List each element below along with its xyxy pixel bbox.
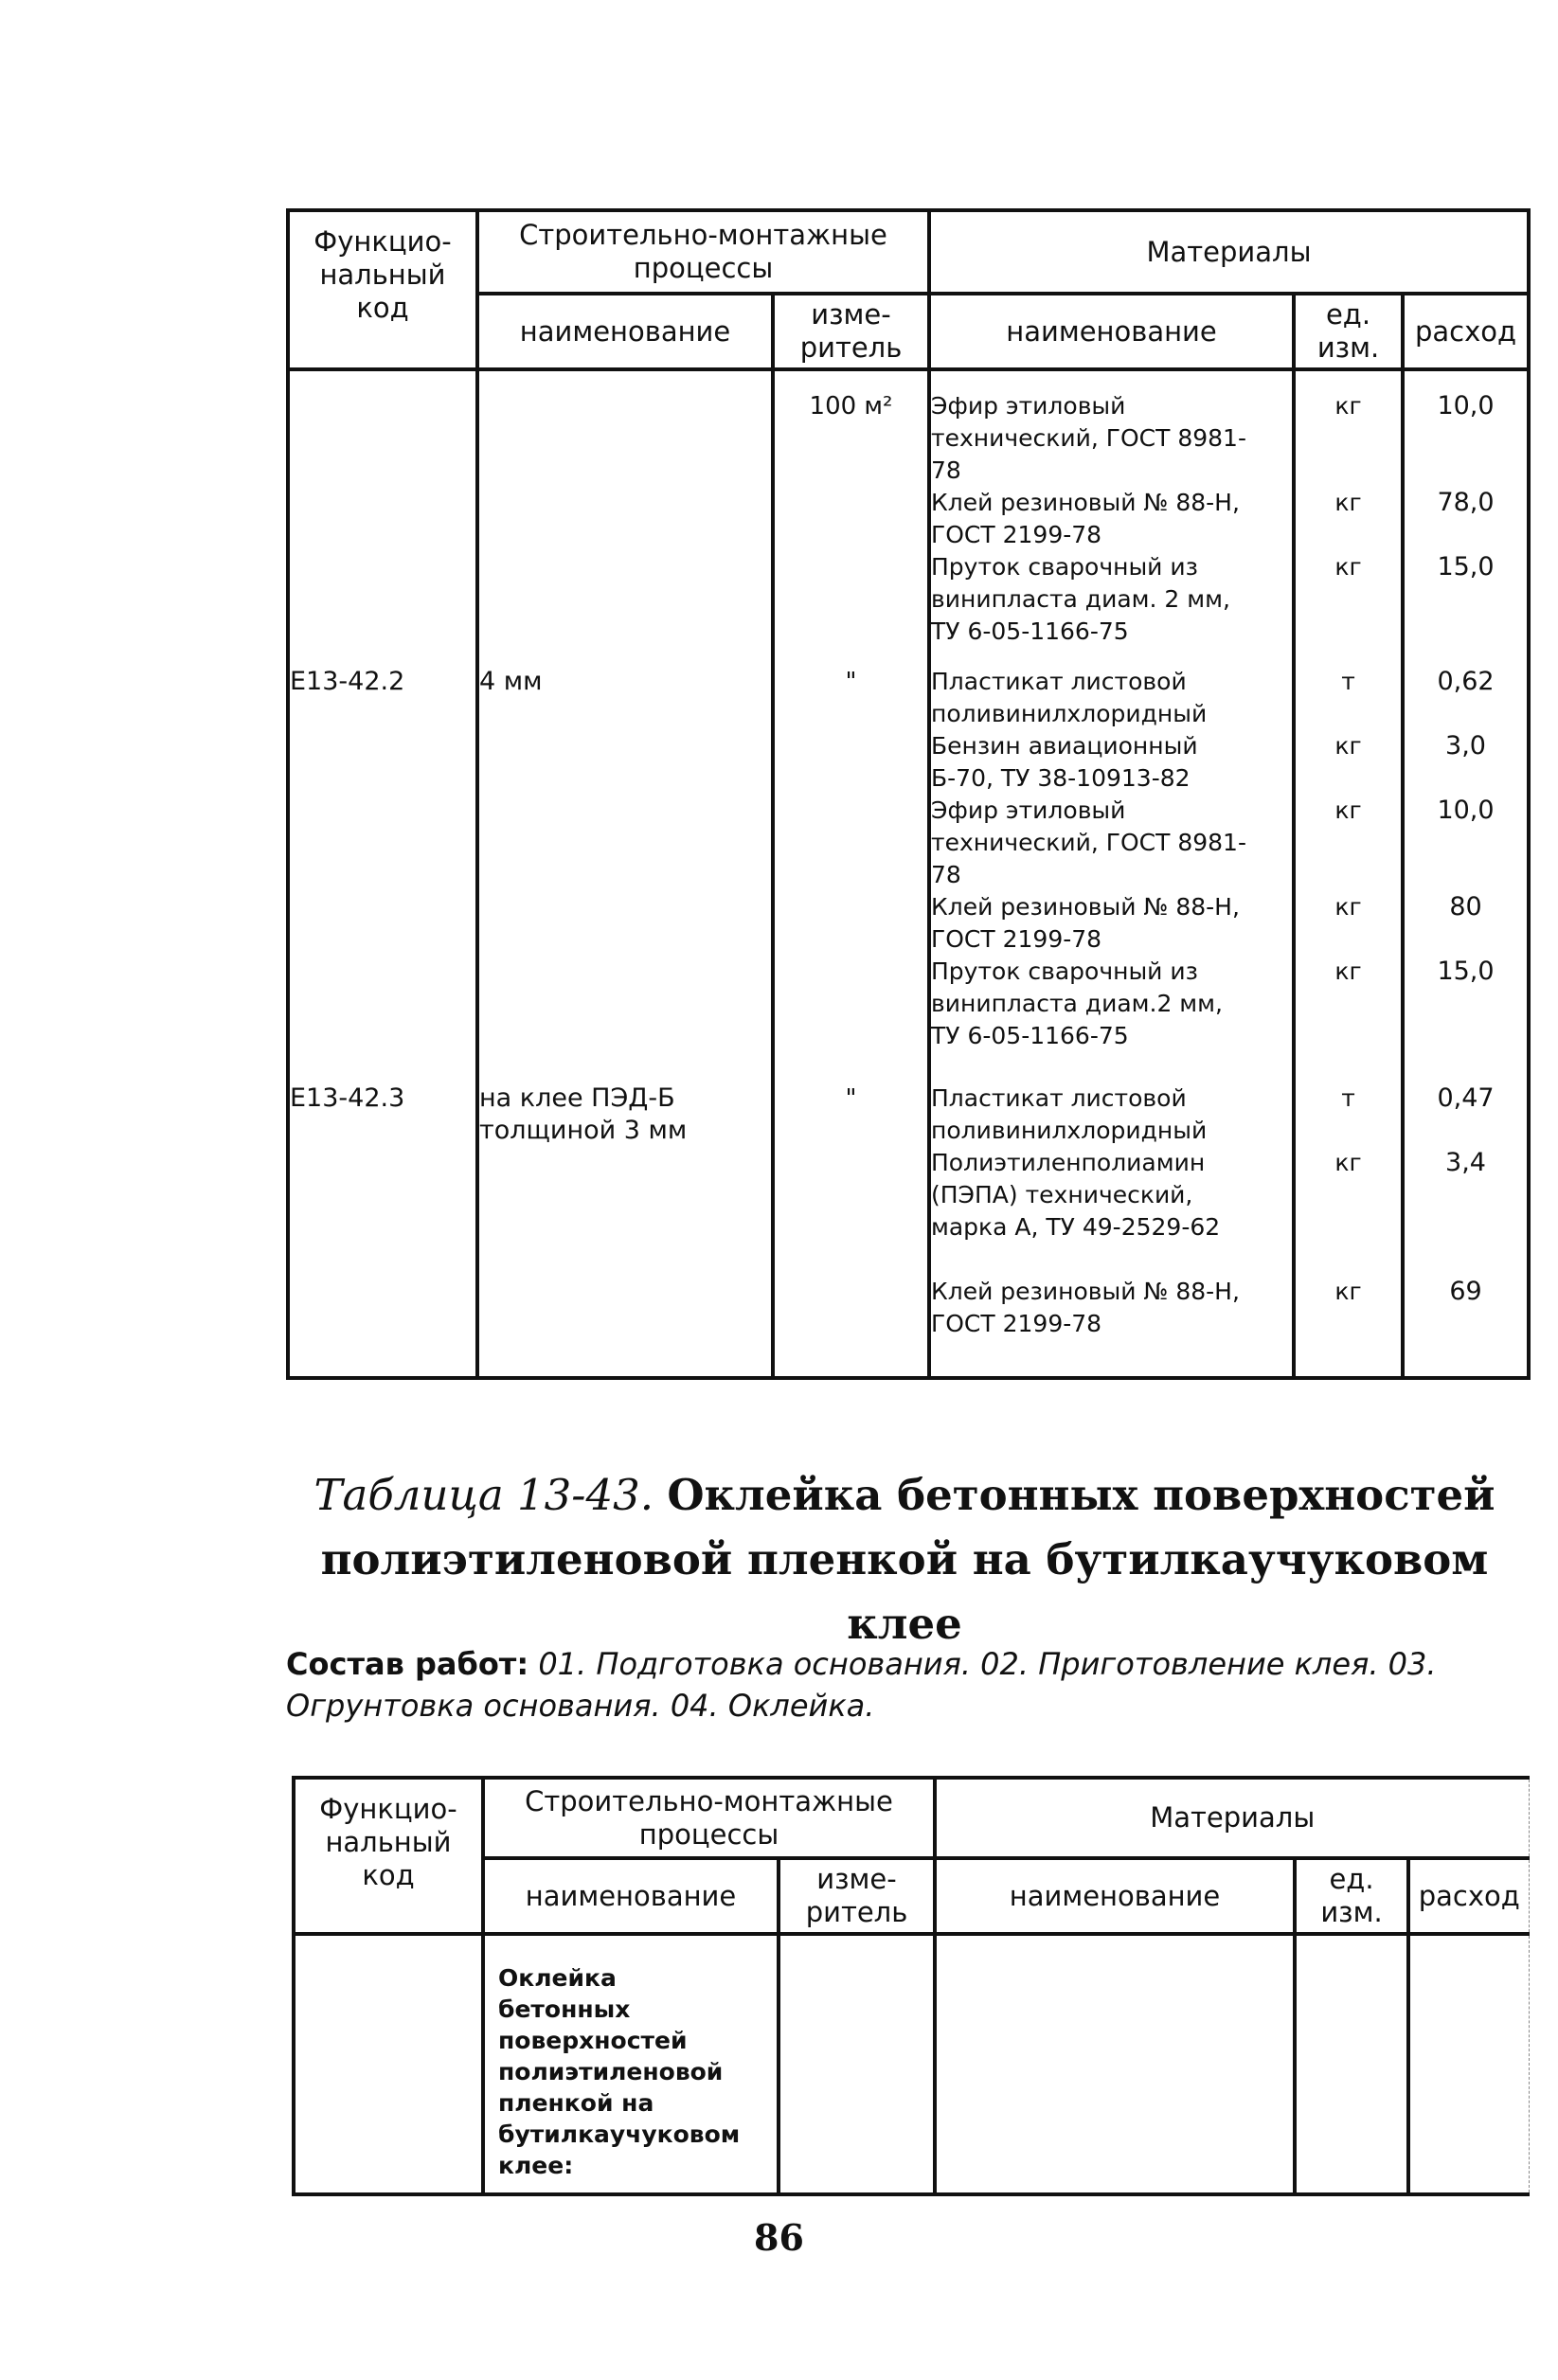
material-unit: кг (1334, 392, 1362, 420)
header-code: Функцио-нальный код (294, 1778, 483, 1934)
header-material-qty: расход (1403, 294, 1529, 369)
process-name: на клее ПЭД-Б толщиной 3 мм (479, 1083, 688, 1145)
material-name: Эфир этиловый технический, ГОСТ 8981-78 (931, 796, 1246, 888)
header-code: Функцио-нальный код (288, 210, 477, 369)
material-qty-column (1403, 369, 1529, 1378)
process-name-cell (483, 1934, 779, 2194)
material-unit-column (1294, 369, 1403, 1378)
material-qty: 69 (1449, 1277, 1482, 1306)
material-qty: 10,0 (1437, 391, 1495, 421)
material-unit: кг (1334, 1149, 1362, 1176)
material-qty: 15,0 (1437, 957, 1495, 986)
table-caption (284, 1463, 1525, 1656)
material-unit: кг (1334, 489, 1362, 516)
material-name: Клей резиновый № 88-Н, ГОСТ 2199-78 (931, 489, 1240, 548)
material-name: Эфир этиловый технический, ГОСТ 8981-78 (931, 392, 1246, 484)
work-composition (286, 1643, 1527, 1727)
process-measure: " (845, 668, 857, 696)
function-code: Е13-42.2 (290, 667, 405, 696)
header-material-qty: расход (1408, 1858, 1529, 1934)
material-name: Пластикат листовой поливинилхлоридный (931, 1084, 1208, 1144)
header-process-measure: изме-ритель (773, 294, 929, 369)
process-measure-cell (779, 1934, 935, 2194)
materials-table-13-42 (286, 208, 1531, 1380)
material-unit: т (1341, 668, 1355, 695)
material-unit: кг (1334, 732, 1362, 760)
header-processes: Строительно-монтажные процессы (477, 210, 929, 294)
header-process-name: наименование (477, 294, 773, 369)
material-name: Клей резиновый № 88-Н, ГОСТ 2199-78 (931, 893, 1240, 953)
header-process-name: наименование (483, 1858, 779, 1934)
material-qty: 0,62 (1437, 667, 1495, 696)
process-measure: " (845, 1084, 857, 1113)
material-name: Пруток сварочный из винипласта диам.2 мм, ТУ 6-05-1166-75 (931, 957, 1223, 1049)
header-process-measure: изме-ритель (779, 1858, 935, 1934)
material-unit: кг (1334, 553, 1362, 581)
material-unit-cell (1295, 1934, 1408, 2194)
work-composition-label: Состав работ: (286, 1646, 529, 1682)
process-name: Оклейка бетонных поверхностей полиэтиленовой пленкой на бутилкаучуковом клее: (498, 1964, 741, 2179)
work-composition-text: 01. Подготовка основания. 02. Приготовление клея. 03. Огрунтовка основания. 04. Оклейка. (286, 1646, 1437, 1724)
material-qty: 78,0 (1437, 488, 1495, 517)
material-qty-cell (1408, 1934, 1529, 2194)
material-unit: кг (1334, 796, 1362, 824)
header-processes: Строительно-монтажные процессы (483, 1778, 935, 1858)
material-unit: кг (1334, 957, 1362, 985)
header-material-name: наименование (935, 1858, 1295, 1934)
material-name-column (929, 369, 1294, 1378)
material-unit: т (1341, 1084, 1355, 1112)
material-name: Клей резиновый № 88-Н, ГОСТ 2199-78 (931, 1278, 1240, 1337)
page-number: 86 (754, 2216, 804, 2259)
materials-table-13-43 (292, 1776, 1530, 2196)
material-name: Полиэтиленполиамин (ПЭПА) технический, марка А, ТУ 49-2529-62 (931, 1149, 1221, 1241)
caption-title: Оклейка бетонных поверхностей полиэтиленовой пленкой на бутилкаучуковом клее (320, 1470, 1495, 1649)
header-material-unit: ед. изм. (1295, 1858, 1408, 1934)
material-name: Пластикат листовой поливинилхлоридный (931, 668, 1208, 727)
header-material-unit: ед. изм. (1294, 294, 1403, 369)
material-qty: 0,47 (1437, 1083, 1495, 1113)
material-name-cell (935, 1934, 1295, 2194)
process-measure: 100 м² (809, 392, 893, 421)
material-unit: кг (1334, 893, 1362, 921)
material-qty: 3,4 (1445, 1148, 1486, 1177)
header-materials: Материалы (929, 210, 1529, 294)
material-name: Пруток сварочный из винипласта диам. 2 мм, ТУ 6-05-1166-75 (931, 553, 1230, 645)
material-unit: кг (1334, 1278, 1362, 1305)
process-name-column (477, 369, 773, 1378)
material-qty: 10,0 (1437, 796, 1495, 825)
function-code: Е13-42.3 (290, 1083, 405, 1113)
caption-label: Таблица 13-43. (313, 1470, 654, 1520)
process-name: 4 мм (479, 667, 543, 696)
header-materials: Материалы (935, 1778, 1529, 1858)
header-material-name: наименование (929, 294, 1294, 369)
material-qty: 15,0 (1437, 552, 1495, 582)
process-measure-column (773, 369, 929, 1378)
material-qty: 3,0 (1445, 731, 1486, 761)
code-column (288, 369, 477, 1378)
material-qty: 80 (1449, 892, 1482, 922)
material-name: Бензин авиационный Б-70, ТУ 38-10913-82 (931, 732, 1198, 792)
code-cell (294, 1934, 483, 2194)
